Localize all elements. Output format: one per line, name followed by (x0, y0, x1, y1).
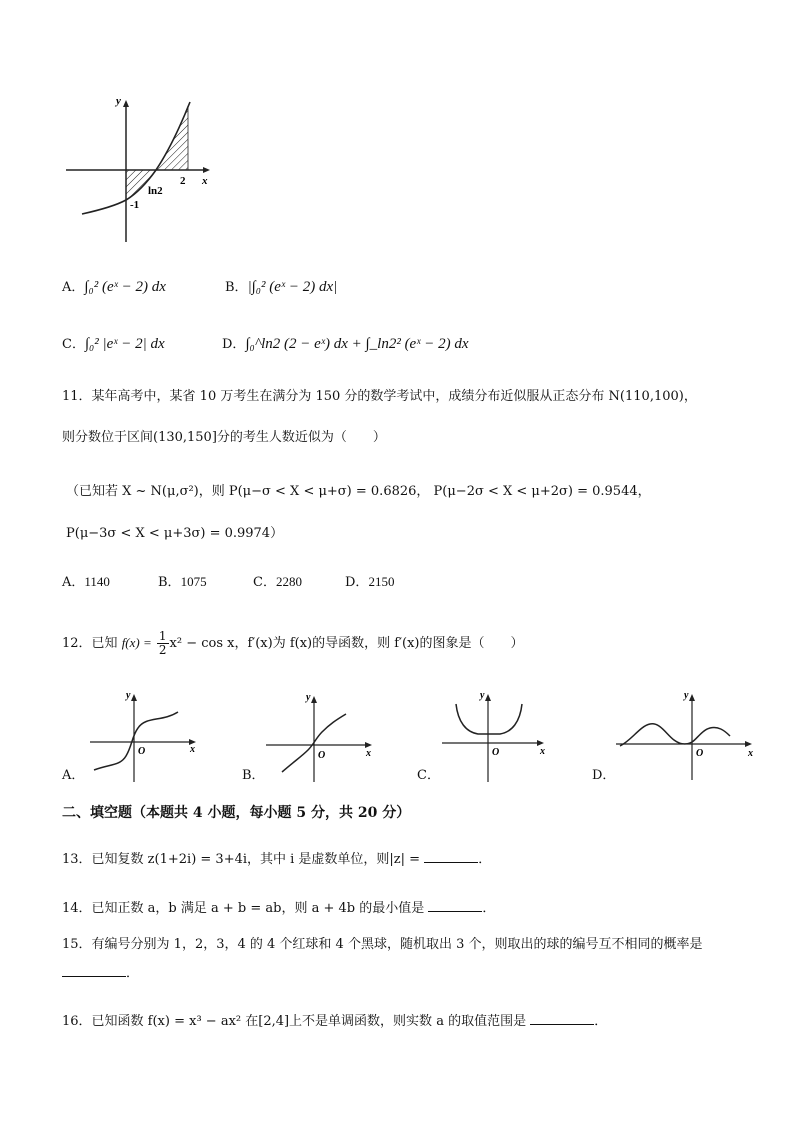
q11-line2: 则分数位于区间(130,150]分的考生人数近似为（ ） (62, 430, 386, 445)
q11-option-c[interactable] (253, 572, 302, 593)
q12-rest: x² − cos x，f′(x)为 f(x)的导函数，则 f′(x)的图象是（ ） (169, 636, 524, 651)
q10-mark-2: 2 (180, 175, 186, 187)
q13-answer-blank[interactable] (424, 848, 478, 863)
q11-option-a[interactable] (62, 572, 110, 593)
q12-prefix: 12．已知 (62, 636, 118, 651)
q11-option-b-value: 1075 (180, 574, 207, 589)
svg-text:O: O (696, 748, 704, 759)
q10-option-b-expr: |∫₀² (eˣ − 2) dx| (247, 279, 338, 295)
q11-option-c-letter: C． (253, 575, 276, 590)
q10-option-a-expr: ∫₀² (eˣ − 2) dx (84, 279, 166, 295)
q15-line1: 15．有编号分别为 1，2，3，4 的 4 个红球和 4 个黑球，随机取出 3 个，则取出的球的编号互不相同的概率是 (62, 937, 703, 952)
q12-fx: f(x) = (121, 635, 152, 650)
q11-line1: 11．某年高考中，某省 10 万考生在满分为 150 分的数学考试中，成绩分布近似服从正态分布 N(110,100)， (62, 389, 697, 404)
q10-hatched-area-right (156, 106, 188, 170)
q16 (62, 1010, 607, 1032)
q10-option-b-letter: B． (225, 280, 248, 295)
svg-text:x: x (190, 744, 195, 755)
q10-option-d-expr: ∫₀^ln2 (2 − eˣ) dx + ∫_ln2² (eˣ − 2) dx (245, 336, 469, 352)
q11-option-b-letter: B． (158, 575, 181, 590)
q10-y-label: y (116, 95, 121, 107)
q10-option-c-letter: C． (62, 337, 85, 352)
q14-end: ． (482, 901, 496, 916)
q13-end: ． (478, 852, 492, 867)
q12-d-curve (620, 724, 730, 746)
q10-option-c[interactable] (62, 334, 165, 355)
q11-option-d[interactable] (345, 572, 394, 593)
svg-text:x: x (540, 746, 545, 757)
q14-text: 14．已知正数 a，b 满足 a + b = ab，则 a + 4b 的最小值是 (62, 901, 425, 916)
svg-text:x: x (748, 748, 753, 759)
svg-text:y: y (684, 690, 689, 701)
q10-option-a[interactable] (62, 277, 166, 298)
q16-text: 16．已知函数 f(x) = x³ − ax² 在[2,4]上不是单调函数，则实数 a 的取值范围是 (62, 1014, 527, 1029)
q12-half-num: 1 (158, 629, 167, 643)
q12-c-curve (456, 704, 522, 734)
q10-mark-neg1: -1 (130, 199, 140, 211)
q15-line2 (62, 962, 139, 984)
svg-text:x: x (366, 748, 371, 759)
q11-option-d-value: 2150 (368, 574, 395, 589)
q12-half (157, 630, 169, 657)
q10-x-arrow (203, 167, 210, 173)
q14-answer-blank[interactable] (428, 897, 482, 912)
q15-answer-blank[interactable] (62, 962, 126, 977)
q10-option-a-letter: A． (62, 280, 85, 295)
q14 (62, 897, 495, 919)
q12-stem (62, 630, 524, 657)
q12-graph-d[interactable] (612, 686, 762, 781)
q10-y-arrow (123, 100, 129, 107)
q12-half-den: 2 (158, 643, 167, 657)
q12-option-a-letter[interactable]: A． (62, 768, 85, 783)
q13-text: 13．已知复数 z(1+2i) = 3+4i，其中 i 是虚数单位，则|z| = (62, 852, 421, 867)
section2-title: 二、填空题（本题共 4 小题，每小题 5 分，共 20 分） (62, 805, 411, 821)
q16-end: ． (594, 1014, 608, 1029)
q12-option-c-letter[interactable]: C． (417, 768, 440, 783)
q10-option-d[interactable] (222, 334, 468, 355)
q12-graph-c[interactable] (438, 688, 558, 783)
q10-option-d-letter: D． (222, 337, 246, 352)
q12-graph-a[interactable] (86, 688, 206, 783)
q12-a-curve (94, 712, 178, 770)
q12-option-d-letter[interactable]: D． (592, 768, 616, 783)
q11-option-d-letter: D． (345, 575, 369, 590)
q10-graph (60, 90, 220, 250)
q15-end: ． (126, 966, 140, 981)
q11-option-a-letter: A． (62, 575, 85, 590)
q12-option-b-letter[interactable]: B． (242, 768, 265, 783)
svg-text:y: y (306, 692, 311, 703)
q10-option-b[interactable] (225, 277, 337, 298)
svg-text:O: O (138, 746, 146, 757)
q16-answer-blank[interactable] (530, 1010, 594, 1025)
q13 (62, 848, 491, 870)
q11-option-a-value: 1140 (84, 574, 110, 589)
q12-graph-b[interactable] (262, 688, 382, 783)
q10-option-c-expr: ∫₀² |eˣ − 2| dx (84, 336, 165, 352)
q10-mark-ln2: ln2 (148, 185, 163, 197)
svg-text:O: O (318, 750, 326, 761)
svg-text:O: O (492, 747, 500, 758)
q11-line4: P(μ−3σ < X < μ+3σ) = 0.9974） (66, 526, 284, 541)
q11-line3: （已知若 X ~ N(μ,σ²)，则 P(μ−σ < X < μ+σ) = 0.6826， P(μ−2σ < X < μ+2σ) = 0.9544， (66, 484, 651, 499)
q11-option-c-value: 2280 (275, 574, 302, 589)
svg-text:y: y (126, 690, 131, 701)
q11-option-b[interactable] (158, 572, 207, 593)
q10-x-label: x (202, 175, 208, 187)
svg-text:y: y (480, 690, 485, 701)
